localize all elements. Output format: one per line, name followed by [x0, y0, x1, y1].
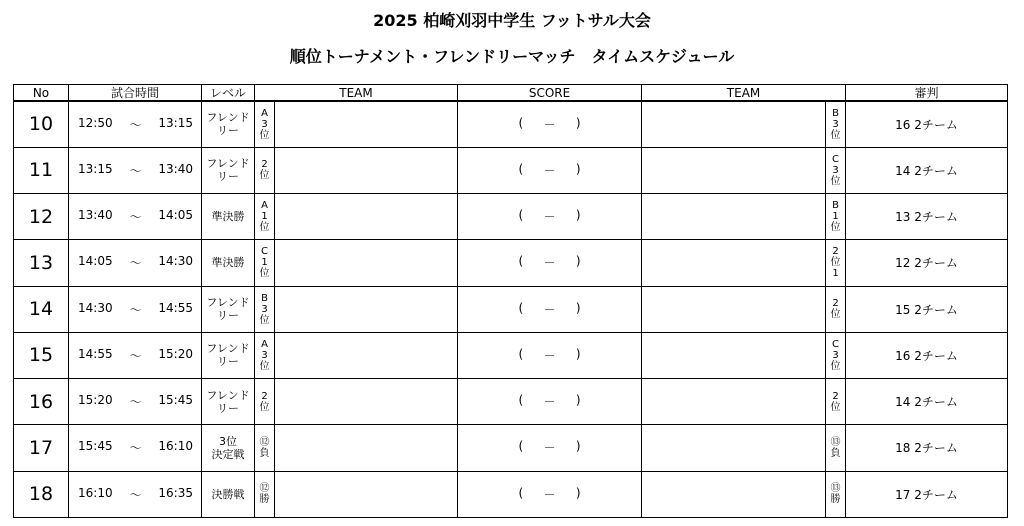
match-time [69, 471, 202, 517]
match-level: フレンド リー [202, 379, 255, 425]
seed-right: 2位1 [826, 240, 846, 286]
score-cell[interactable] [458, 471, 642, 517]
table-row [14, 425, 1008, 471]
score-dash: － [543, 210, 556, 225]
score-dash: － [543, 395, 556, 410]
seed-left: ⑫負 [255, 425, 275, 471]
score-open: ( [518, 439, 524, 454]
score-close: ) [575, 161, 581, 176]
header-team-left: TEAM [255, 85, 458, 102]
team-left-cell[interactable] [275, 471, 458, 517]
time-separator: ～ [129, 487, 142, 502]
seed-left: C1位 [255, 240, 275, 286]
end-time: 13:15 [158, 115, 193, 130]
match-time [69, 425, 202, 471]
team-left-cell[interactable] [275, 286, 458, 332]
seed-left: A3位 [255, 101, 275, 147]
score-close: ) [575, 485, 581, 500]
referee: 14 2チーム [846, 147, 1008, 193]
seed-left: 2位 [255, 147, 275, 193]
score-close: ) [575, 393, 581, 408]
referee: 16 2チーム [846, 101, 1008, 147]
score-close: ) [575, 254, 581, 269]
team-right-cell[interactable] [642, 240, 826, 286]
referee: 12 2チーム [846, 240, 1008, 286]
match-time [69, 240, 202, 286]
end-time: 14:55 [158, 300, 193, 315]
header-row [14, 85, 1008, 102]
team-right-cell[interactable] [642, 194, 826, 240]
seed-left: A3位 [255, 332, 275, 378]
team-left-cell[interactable] [275, 332, 458, 378]
header-score: SCORE [458, 85, 642, 102]
seed-right: 2位 [826, 286, 846, 332]
score-open: ( [518, 393, 524, 408]
match-level: フレンド リー [202, 147, 255, 193]
seed-right: C3位 [826, 147, 846, 193]
score-open: ( [518, 254, 524, 269]
table-row [14, 332, 1008, 378]
start-time: 14:55 [78, 346, 113, 361]
team-left-cell[interactable] [275, 240, 458, 286]
seed-right: ⑬負 [826, 425, 846, 471]
start-time: 12:50 [78, 115, 113, 130]
match-level: 準決勝 [202, 240, 255, 286]
time-separator: ～ [129, 256, 142, 271]
page-title: 2025 柏崎刈羽中学生 フットサル大会 [373, 11, 651, 30]
score-dash: － [543, 487, 556, 502]
team-left-cell[interactable] [275, 425, 458, 471]
end-time: 15:20 [158, 346, 193, 361]
score-cell[interactable] [458, 286, 642, 332]
header-level: レベル [202, 85, 255, 102]
seed-right: B1位 [826, 194, 846, 240]
match-number: 18 [14, 471, 69, 517]
match-number: 13 [14, 240, 69, 286]
team-right-cell[interactable] [642, 379, 826, 425]
seed-left: A1位 [255, 194, 275, 240]
team-right-cell[interactable] [642, 286, 826, 332]
header-time: 試合時間 [69, 85, 202, 102]
score-open: ( [518, 300, 524, 315]
seed-left: ⑫勝 [255, 471, 275, 517]
start-time: 13:40 [78, 208, 113, 223]
time-separator: ～ [129, 117, 142, 132]
team-left-cell[interactable] [275, 379, 458, 425]
match-number: 17 [14, 425, 69, 471]
score-dash: － [543, 441, 556, 456]
score-dash: － [543, 348, 556, 363]
seed-left: B3位 [255, 286, 275, 332]
match-time [69, 101, 202, 147]
start-time: 14:30 [78, 300, 113, 315]
time-separator: ～ [129, 302, 142, 317]
score-cell[interactable] [458, 240, 642, 286]
referee: 17 2チーム [846, 471, 1008, 517]
time-separator: ～ [129, 163, 142, 178]
score-open: ( [518, 115, 524, 130]
end-time: 14:05 [158, 208, 193, 223]
match-time [69, 194, 202, 240]
score-close: ) [575, 208, 581, 223]
match-number: 10 [14, 101, 69, 147]
header-no: No [14, 85, 69, 102]
schedule-table [13, 84, 1008, 518]
header-referee: 審判 [846, 85, 1008, 102]
page-subtitle: 順位トーナメント・フレンドリーマッチ タイムスケジュール [289, 47, 735, 66]
match-level: 準決勝 [202, 194, 255, 240]
match-number: 12 [14, 194, 69, 240]
table-row [14, 471, 1008, 517]
team-right-cell[interactable] [642, 471, 826, 517]
match-time [69, 379, 202, 425]
end-time: 14:30 [158, 254, 193, 269]
score-cell[interactable] [458, 147, 642, 193]
match-level: 3位 決定戦 [202, 425, 255, 471]
score-cell[interactable] [458, 194, 642, 240]
score-close: ) [575, 115, 581, 130]
table-row [14, 101, 1008, 147]
score-dash: － [543, 117, 556, 132]
table-row [14, 194, 1008, 240]
end-time: 15:45 [158, 393, 193, 408]
match-time [69, 332, 202, 378]
team-right-cell[interactable] [642, 425, 826, 471]
seed-right: 2位 [826, 379, 846, 425]
table-row [14, 379, 1008, 425]
score-open: ( [518, 208, 524, 223]
time-separator: ～ [129, 441, 142, 456]
score-cell[interactable] [458, 101, 642, 147]
score-open: ( [518, 485, 524, 500]
match-level: フレンド リー [202, 101, 255, 147]
referee: 16 2チーム [846, 332, 1008, 378]
referee: 14 2チーム [846, 379, 1008, 425]
referee: 13 2チーム [846, 194, 1008, 240]
score-cell[interactable] [458, 425, 642, 471]
time-separator: ～ [129, 395, 142, 410]
team-left-cell[interactable] [275, 101, 458, 147]
seed-right: C3位 [826, 332, 846, 378]
team-right-cell[interactable] [642, 332, 826, 378]
table-row [14, 286, 1008, 332]
team-left-cell[interactable] [275, 147, 458, 193]
match-level: フレンド リー [202, 286, 255, 332]
start-time: 15:20 [78, 393, 113, 408]
score-dash: － [543, 163, 556, 178]
score-dash: － [543, 302, 556, 317]
header-team-right: TEAM [642, 85, 846, 102]
score-close: ) [575, 300, 581, 315]
end-time: 16:35 [158, 485, 193, 500]
match-number: 16 [14, 379, 69, 425]
team-right-cell[interactable] [642, 147, 826, 193]
end-time: 16:10 [158, 439, 193, 454]
start-time: 13:15 [78, 161, 113, 176]
score-open: ( [518, 161, 524, 176]
match-level: フレンド リー [202, 332, 255, 378]
start-time: 16:10 [78, 485, 113, 500]
table-row [14, 147, 1008, 193]
score-cell[interactable] [458, 332, 642, 378]
time-separator: ～ [129, 210, 142, 225]
referee: 18 2チーム [846, 425, 1008, 471]
seed-right: B3位 [826, 101, 846, 147]
seed-left: 2位 [255, 379, 275, 425]
score-close: ) [575, 346, 581, 361]
seed-right: ⑬勝 [826, 471, 846, 517]
start-time: 15:45 [78, 439, 113, 454]
match-number: 11 [14, 147, 69, 193]
score-close: ) [575, 439, 581, 454]
team-left-cell[interactable] [275, 194, 458, 240]
time-separator: ～ [129, 348, 142, 363]
match-time [69, 147, 202, 193]
team-right-cell[interactable] [642, 101, 826, 147]
match-number: 14 [14, 286, 69, 332]
end-time: 13:40 [158, 161, 193, 176]
referee: 15 2チーム [846, 286, 1008, 332]
score-cell[interactable] [458, 379, 642, 425]
start-time: 14:05 [78, 254, 113, 269]
score-dash: － [543, 256, 556, 271]
score-open: ( [518, 346, 524, 361]
schedule-rows [14, 101, 1008, 518]
match-number: 15 [14, 332, 69, 378]
table-row [14, 240, 1008, 286]
match-time [69, 286, 202, 332]
match-level: 決勝戦 [202, 471, 255, 517]
